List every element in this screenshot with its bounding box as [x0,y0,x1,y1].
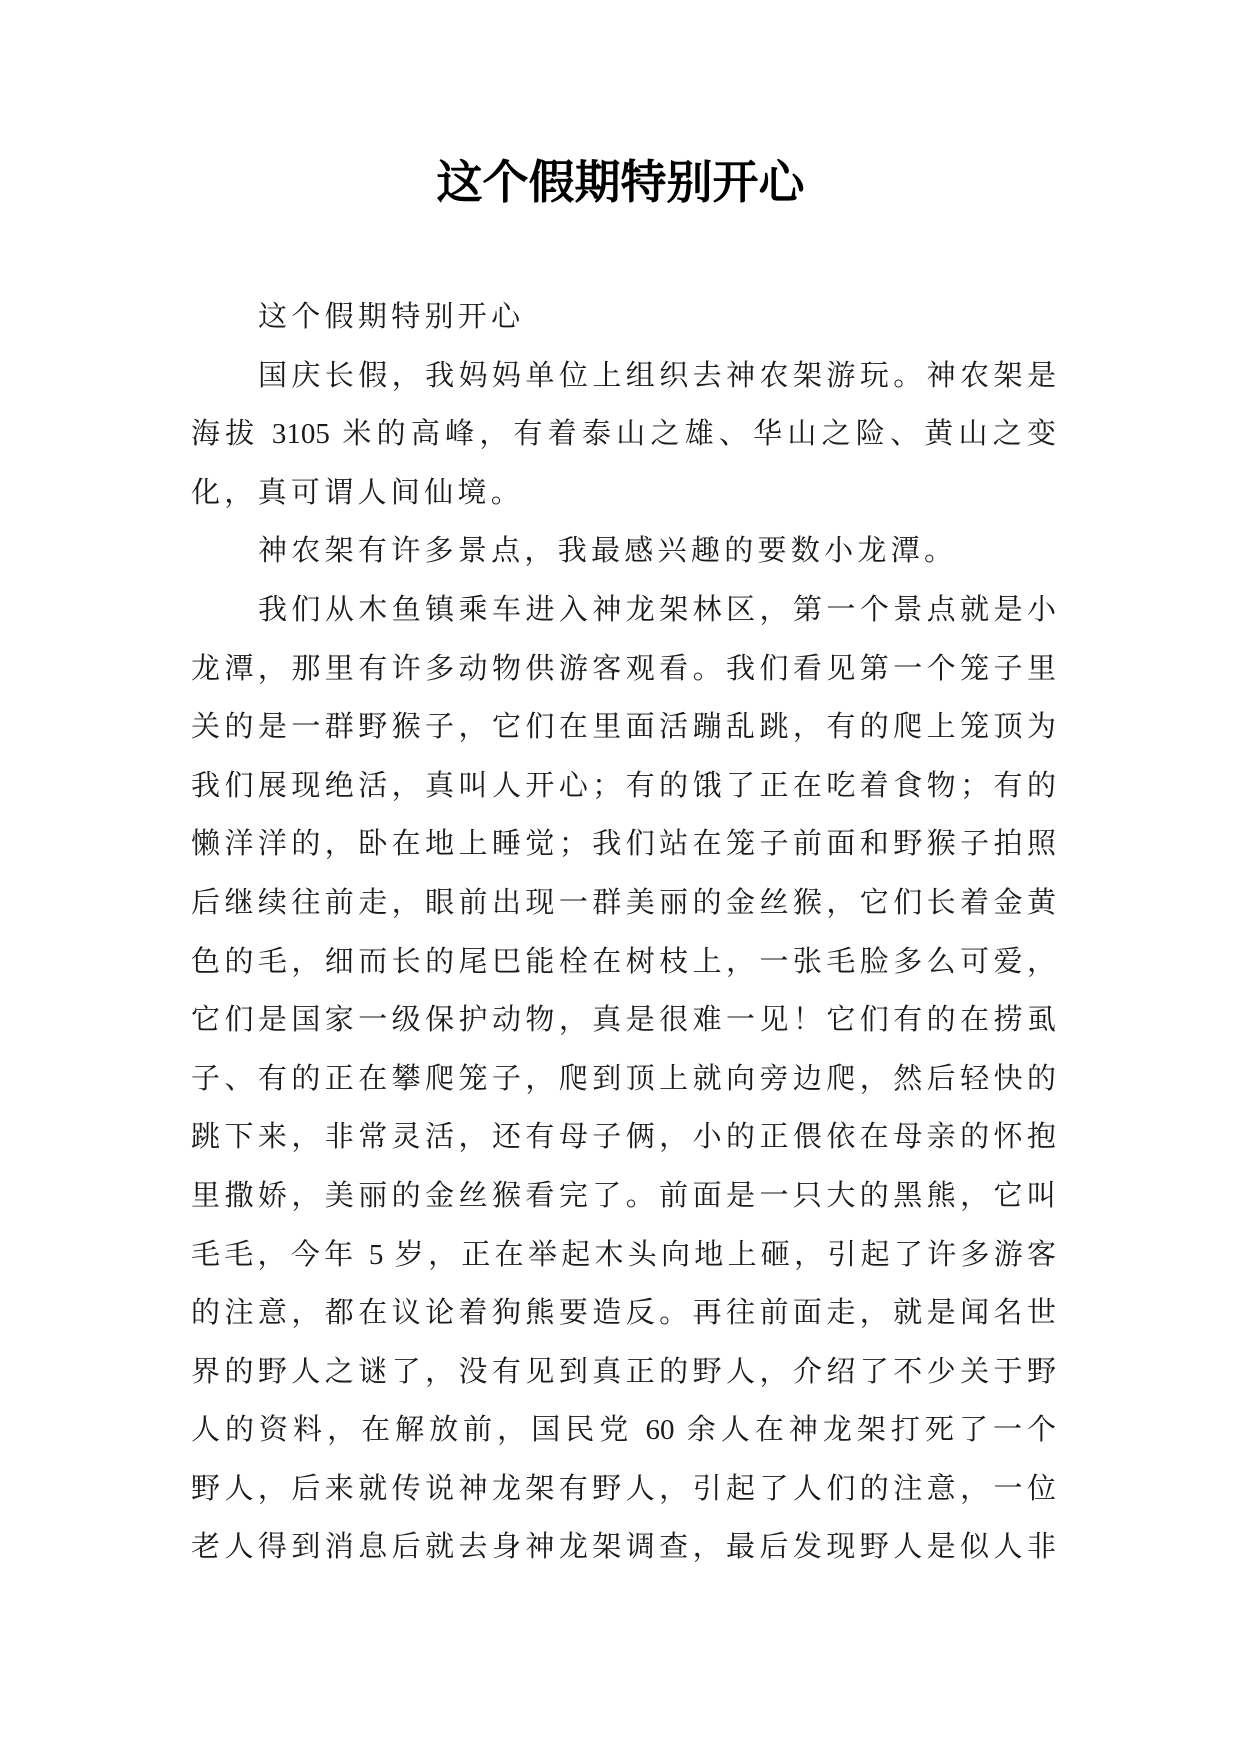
text-line: 子、有的正在攀爬笼子，爬到顶上就向旁边爬，然后轻快的 [191,1062,1056,1095]
document-title: 这个假期特别开心 [436,157,805,208]
text-line: 老人得到消息后就去身神龙架调查，最后发现野人是似人非 [191,1531,1056,1564]
text-line: 后继续往前走，眼前出现一群美丽的金丝猴，它们长着金黄 [191,886,1056,919]
text-line: 界的野人之谜了，没有见到真正的野人，介绍了不少关于野 [191,1355,1056,1388]
text-line: 国庆长假，我妈妈单位上组织去神农架游玩。神农架是 [258,359,1056,392]
text-line: 我们从木鱼镇乘车进入神龙架林区，第一个景点就是小 [258,593,1056,626]
text-line: 它们是国家一级保护动物，真是很难一见！它们有的在捞虱 [191,1004,1056,1037]
text-line: 里撒娇，美丽的金丝猴看完了。前面是一只大的黑熊，它叫 [191,1179,1056,1212]
text-line: 的注意，都在议论着狗熊要造反。再往前面走，就是闻名世 [191,1297,1056,1330]
text-line: 化，真可谓人间仙境。 [191,476,525,509]
text-line: 海拔 3105 米的高峰，有着泰山之雄、华山之险、黄山之变 [191,418,1056,451]
paragraph [191,347,1056,523]
text-line: 毛毛，今年 5 岁，正在举起木头向地上砸，引起了许多游客 [191,1238,1056,1271]
text-line: 人的资料，在解放前，国民党 60 余人在神龙架打死了一个 [191,1414,1056,1447]
text-line: 龙潭，那里有许多动物供游客观看。我们看见第一个笼子里 [191,652,1056,685]
text-line: 懒洋洋的，卧在地上睡觉；我们站在笼子前面和野猴子拍照 [191,828,1056,861]
paragraph [191,288,1056,347]
document-body [191,288,1056,1577]
paragraph [191,522,1056,581]
text-line: 野人，后来就传说神龙架有野人，引起了人们的注意，一位 [191,1472,1056,1505]
text-line: 这个假期特别开心 [258,301,525,333]
text-line: 关的是一群野猴子，它们在里面活蹦乱跳，有的爬上笼顶为 [191,711,1056,744]
text-line: 跳下来，非常灵活，还有母子俩，小的正偎依在母亲的怀抱 [191,1121,1056,1154]
text-line: 色的毛，细而长的尾巴能栓在树枝上，一张毛脸多么可爱， [191,945,1056,978]
text-line: 我们展现绝活，真叫人开心；有的饿了正在吃着食物；有的 [191,769,1056,802]
paragraph [191,581,1056,1577]
text-line: 神农架有许多景点，我最感兴趣的要数小龙潭。 [258,535,958,568]
